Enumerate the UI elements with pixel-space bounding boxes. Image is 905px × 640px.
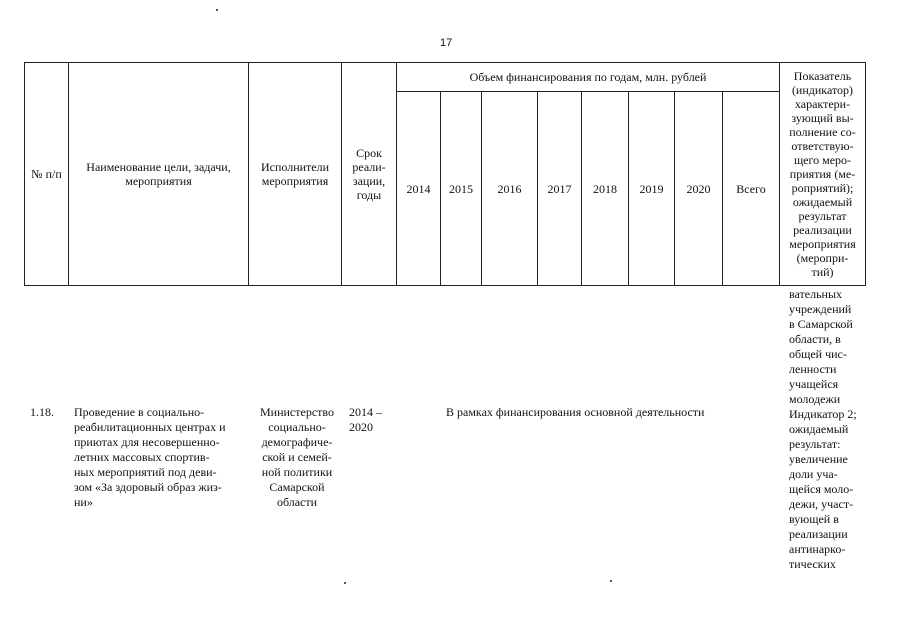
header-col-term: Срок реали- зации, годы: [342, 63, 397, 286]
header-year-total: Всего: [723, 92, 780, 286]
header-year-2018: 2018: [582, 92, 629, 286]
header-year-2020: 2020: [675, 92, 723, 286]
header-year-2017: 2017: [538, 92, 582, 286]
row-number: 1.18.: [30, 405, 54, 419]
header-year-2019: 2019: [629, 92, 675, 286]
header-col-name: Наименование цели, задачи, мероприятия: [69, 63, 249, 286]
scan-speck: [610, 580, 612, 582]
row-name: Проведение в социально- реабилитационных центрах и приютах для несовершенно- летних массовых спортив- ных мероприятий под деви- зом «За здоровый образ жиз- ни»: [74, 405, 226, 509]
row-indicator: вательных учреждений в Самарской области, в общей чис- ленности учащейся молодежи Индикатор 2; ожидаемый результат: увеличение доли уча- щейся моло- дежи, участ- вующей в реализации антинарко- тических: [789, 287, 857, 571]
header-col-executors: Исполнители мероприятия: [249, 63, 342, 286]
header-year-2014: 2014: [397, 92, 441, 286]
header-year-2016: 2016: [482, 92, 538, 286]
header-table: [24, 62, 866, 286]
header-col-indicator: Показатель (индикатор) характери- зующий вы- полнение со- ответствую- щего меро- приятия (ме- роприятий); ожидаемый результат реализации мероприятия (меропри- тий): [780, 63, 866, 286]
row-executor: Министерство социально- демографиче- ской и семей- ной политики Самарской области: [260, 405, 334, 509]
scan-speck: [344, 582, 346, 584]
row-financing: В рамках финансирования основной деятельности: [446, 405, 705, 419]
page-number: 17: [440, 37, 453, 49]
header-year-2015: 2015: [441, 92, 482, 286]
header-col-number: № п/п: [25, 63, 69, 286]
header-funding-title: Объем финансирования по годам, млн. рублей: [397, 63, 780, 92]
scan-speck: [216, 9, 218, 11]
row-term: 2014 – 2020: [349, 405, 382, 434]
